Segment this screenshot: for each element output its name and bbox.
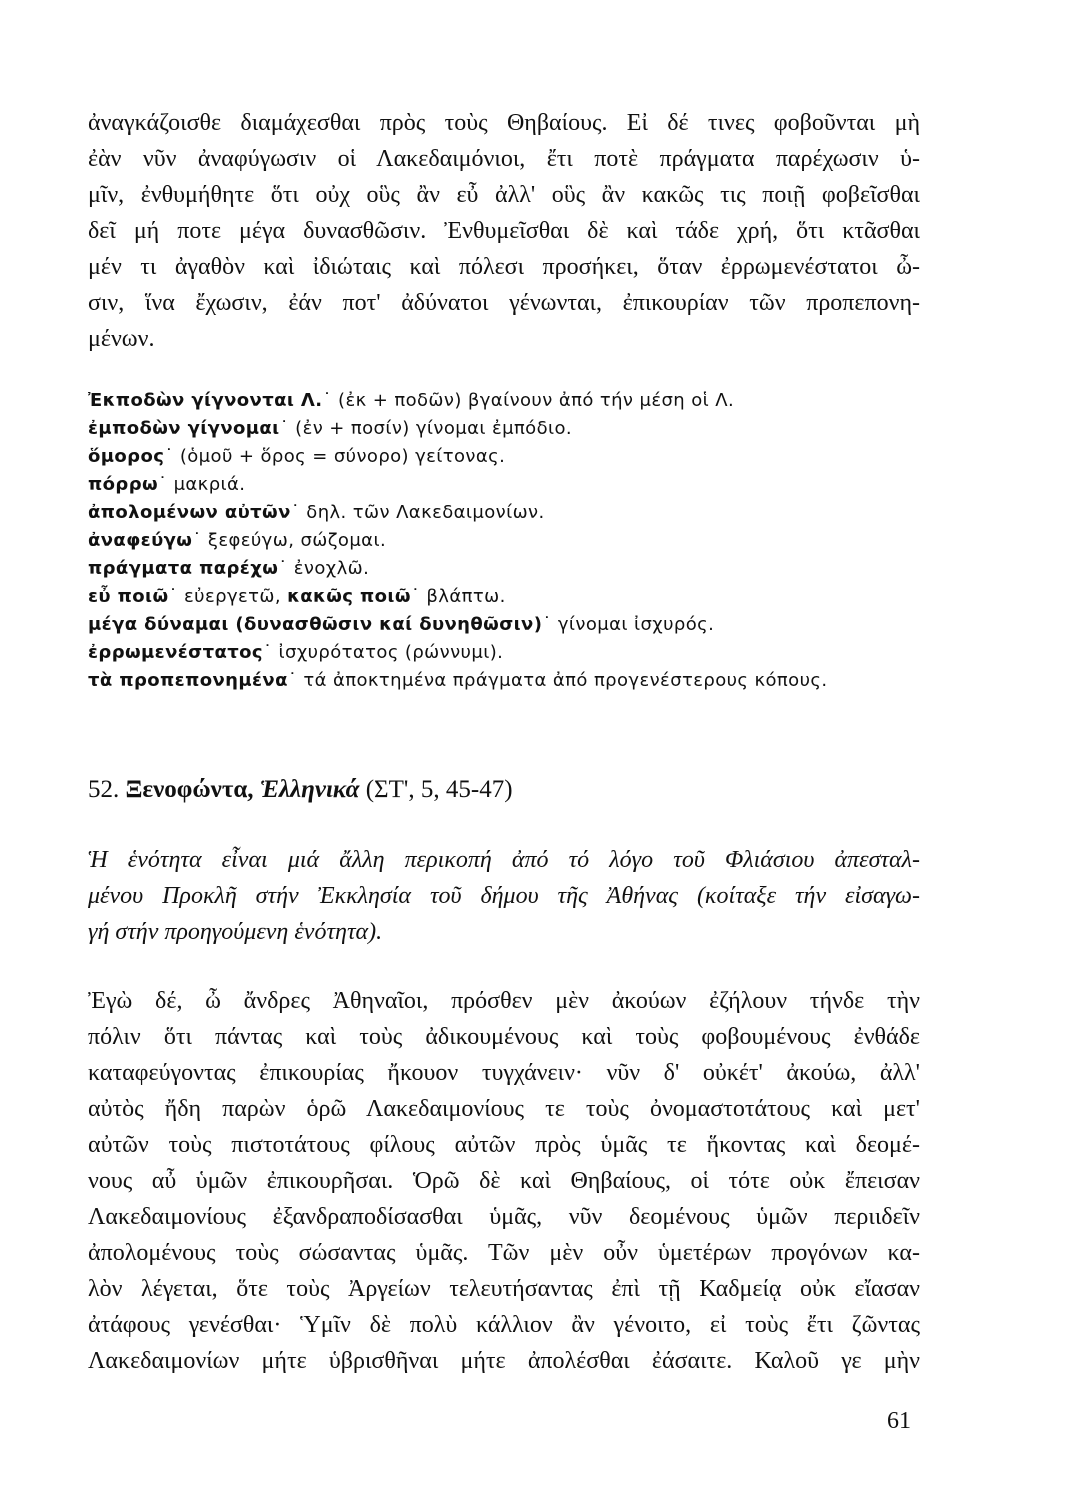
glossary-definition: (ἐν + ποσίν) γίνομαι ἐμπόδιο.: [295, 418, 573, 439]
paragraph-line: ἐὰν νῦν ἀναφύγωσιν οἱ Λακεδαιμόνιοι, ἔτι ποτὲ πράγματα παρέχωσιν ὑ-: [88, 146, 920, 172]
intro-line: γή στήν προηγούμενη ἑνότητα).: [88, 919, 383, 945]
text-line: Λακεδαιμονίων μήτε ὑβρισθῆναι μήτε ἀπολέσθαι ἐάσαιτε. Καλοῦ γε μὴν: [88, 1348, 920, 1374]
paragraph-line: μένων.: [88, 326, 155, 352]
glossary-definition: εὐεργετῶ,: [184, 586, 281, 607]
glossary-entry: μέγα δύναμαι (δυνασθῶσιν καί δυνηθῶσιν)˙ γίνομαι ἰσχυρός.: [88, 614, 715, 635]
paragraph-line: δεῖ μή ποτε μέγα δυνασθῶσιν. Ἐνθυμεῖσθαι δὲ καὶ τάδε χρή, ὅτι κτᾶσθαι: [88, 218, 920, 244]
section-number: 52.: [88, 776, 120, 803]
glossary-definition: τά ἀποκτημένα πράγματα ἀπό προγενέστερους κόπους.: [303, 670, 828, 691]
text-line: καταφεύγοντας ἐπικουρίας ἤκουον τυγχάνειν· νῦν δ' οὐκέτ' ἀκούω, ἀλλ': [88, 1060, 920, 1086]
glossary-entry: Ἐκποδὼν γίγνονται Λ.˙ (ἐκ + ποδῶν) βγαίνουν ἀπό τήν μέση οἱ Λ.: [88, 390, 735, 411]
glossary-term: εὖ ποιῶ: [88, 586, 169, 607]
paragraph-line: ἀναγκάζοισθε διαμάχεσθαι πρὸς τοὺς Θηβαίους. Εἰ δέ τινες φοβοῦνται μὴ: [88, 110, 920, 136]
text-line: ἀπολομένους τοὺς σώσαντας ὑμᾶς. Τῶν μὲν οὖν ὑμετέρων προγόνων κα-: [88, 1240, 920, 1266]
glossary-definition: ἰσχυρότατος (ρώννυμι).: [278, 642, 504, 663]
text-line: αὐτῶν τοὺς πιστοτάτους φίλους αὐτῶν πρὸς ὑμᾶς τε ἥκοντας καὶ δεομέ-: [88, 1132, 920, 1158]
section-reference: (ΣΤ', 5, 45-47): [365, 776, 513, 803]
glossary-term: ἐρρωμενέστατος: [88, 642, 263, 663]
glossary-entry: ἀναφεύγω˙ ξεφεύγω, σώζομαι.: [88, 530, 387, 551]
text-line: αὐτὸς ἤδη παρὼν ὁρῶ Λακεδαιμονίους τε τοὺς ὀνομαστοτάτους καὶ μετ': [88, 1096, 920, 1122]
glossary-entry: εὖ ποιῶ˙ εὐεργετῶ, κακῶς ποιῶ˙ βλάπτω.: [88, 586, 506, 607]
glossary-definition: δηλ. τῶν Λακεδαιμονίων.: [306, 502, 545, 523]
glossary-entry: τὰ προπεπονημένα˙ τά ἀποκτημένα πράγματα ἀπό προγενέστερους κόπους.: [88, 670, 828, 691]
glossary-definition: (ἐκ + ποδῶν) βγαίνουν ἀπό τήν μέση οἱ Λ.: [338, 390, 735, 411]
glossary-term: ἐμποδὼν γίγνομαι: [88, 418, 280, 439]
glossary-term: μέγα δύναμαι (δυνασθῶσιν καί δυνηθῶσιν): [88, 614, 543, 635]
section-heading: [88, 776, 513, 804]
text-line: ἀτάφους γενέσθαι· Ὑμῖν δὲ πολὺ κάλλιον ἂν γένοιτο, εἰ τοὺς ἔτι ζῶντας: [88, 1312, 920, 1338]
text-line: νους αὖ ὑμῶν ἐπικουρῆσαι. Ὁρῶ δὲ καὶ Θηβαίους, οἱ τότε οὐκ ἔπεισαν: [88, 1168, 920, 1194]
intro-line: Ἡ ἑνότητα εἶναι μιά ἄλλη περικοπή ἀπό τό λόγο τοῦ Φλιάσιου ἀπεσταλ-: [88, 847, 920, 873]
glossary-term: πράγματα παρέχω: [88, 558, 279, 579]
glossary-term: ἀπολομένων αὐτῶν: [88, 502, 291, 523]
glossary-definition: γίνομαι ἰσχυρός.: [557, 614, 715, 635]
paragraph-line: μῖν, ἐνθυμήθητε ὅτι οὐχ οὓς ἂν εὖ ἀλλ' οὓς ἂν κακῶς τις ποιῇ φοβεῖσθαι: [88, 182, 920, 208]
glossary-term: πόρρω: [88, 474, 159, 495]
text-line: Ἐγὼ δέ, ὦ ἄνδρες Ἀθηναῖοι, πρόσθεν μὲν ἀκούων ἐζήλουν τήνδε τὴν: [88, 988, 920, 1014]
glossary-definition: ξεφεύγω, σώζομαι.: [207, 530, 387, 551]
glossary-term: ἀναφεύγω: [88, 530, 193, 551]
section-work-title: Ἑλληνικά: [259, 776, 360, 803]
glossary-entry: ἐρρωμενέστατος˙ ἰσχυρότατος (ρώννυμι).: [88, 642, 504, 663]
text-line: πόλιν ὅτι πάντας καὶ τοὺς ἀδικουμένους καὶ τοὺς φοβουμένους ἐνθάδε: [88, 1024, 920, 1050]
glossary-entry: πόρρω˙ μακριά.: [88, 474, 246, 495]
glossary-definition: βλάπτω.: [426, 586, 506, 607]
glossary-definition: (ὁμοῦ + ὅρος = σύνορο) γείτονας.: [179, 446, 506, 467]
page-number: 61: [887, 1408, 911, 1434]
glossary-entry: πράγματα παρέχω˙ ἐνοχλῶ.: [88, 558, 370, 579]
glossary-term: ὅμορος: [88, 446, 165, 467]
glossary-term: Ἐκποδὼν γίγνονται Λ.: [88, 390, 323, 411]
glossary-entry: ὅμορος˙ (ὁμοῦ + ὅρος = σύνορο) γείτονας.: [88, 446, 506, 467]
paragraph-line: μέν τι ἀγαθὸν καὶ ἰδιώταις καὶ πόλεσι προσήκει, ὅταν ἐρρωμενέστατοι ὦ-: [88, 254, 920, 280]
text-line: λὸν λέγεται, ὅτε τοὺς Ἀργείων τελευτήσαντας ἐπὶ τῇ Καδμείᾳ οὐκ εἴασαν: [88, 1276, 920, 1302]
intro-line: μένου Προκλῆ στήν Ἐκκλησία τοῦ δήμου τῆς Ἀθήνας (κοίταξε τήν εἰσαγω-: [88, 883, 920, 909]
glossary-definition: ἐνοχλῶ.: [293, 558, 370, 579]
paragraph-line: σιν, ἵνα ἔχωσιν, ἐάν ποτ' ἀδύνατοι γένωνται, ἐπικουρίαν τῶν προπεπονη-: [88, 290, 920, 316]
glossary-definition: μακριά.: [173, 474, 246, 495]
glossary-entry: ἐμποδὼν γίγνομαι˙ (ἐν + ποσίν) γίνομαι ἐμπόδιο.: [88, 418, 573, 439]
text-line: Λακεδαιμονίους ἐξανδραποδίσασθαι ὑμᾶς, νῦν δεομένους ὑμῶν περιιδεῖν: [88, 1204, 920, 1230]
glossary-term: τὰ προπεπονημένα: [88, 670, 288, 691]
glossary-term: κακῶς ποιῶ: [287, 586, 411, 607]
glossary-entry: ἀπολομένων αὐτῶν˙ δηλ. τῶν Λακεδαιμονίων.: [88, 502, 545, 523]
section-author: Ξενοφώντα,: [125, 776, 254, 803]
